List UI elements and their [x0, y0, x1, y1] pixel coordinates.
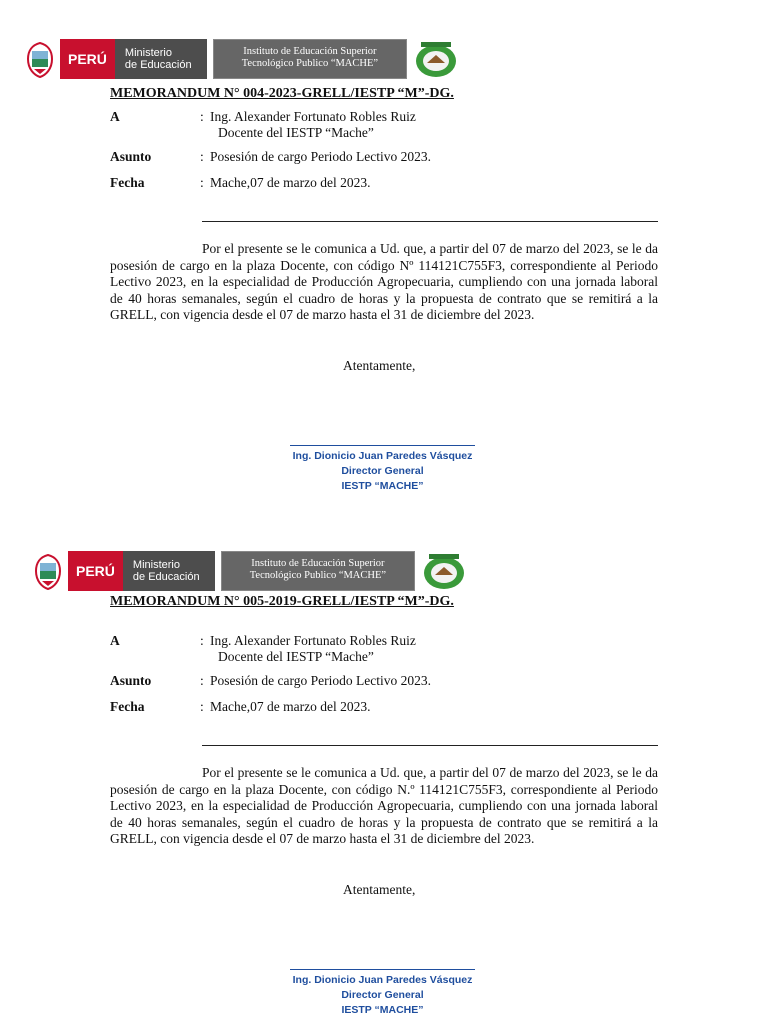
date-row: Fecha : Mache,07 de marzo del 2023. — [110, 175, 371, 190]
date-value: Mache,07 de marzo del 2023. — [210, 699, 371, 714]
memo-title: MEMORANDUM N° 004-2023-GRELL/IESTP “M”-DG. — [110, 86, 454, 101]
recipient-name: Ing. Alexander Fortunato Robles Ruiz — [210, 633, 416, 648]
recipient-position: Docente del IESTP “Mache” — [218, 125, 374, 140]
signer-role: Director General — [341, 465, 424, 477]
peru-label: PERÚ — [60, 39, 115, 79]
letterhead — [30, 550, 467, 592]
closing: Atentamente, — [343, 882, 416, 897]
letterhead — [22, 38, 459, 80]
signer-role: Director General — [341, 989, 424, 1001]
memo-title: MEMORANDUM N° 005-2019-GRELL/IESTP “M”-DG. — [110, 594, 454, 609]
signature-line — [290, 969, 475, 970]
peru-coat-of-arms-icon — [30, 551, 66, 591]
peru-label: PERÚ — [68, 551, 123, 591]
subject-row: Asunto : Posesión de cargo Periodo Lectivo 2023. — [110, 149, 431, 164]
recipient-name: Ing. Alexander Fortunato Robles Ruiz — [210, 109, 416, 124]
memorandum-1 — [0, 0, 768, 512]
date-row: Fecha : Mache,07 de marzo del 2023. — [110, 699, 371, 714]
signer-org: IESTP “MACHE” — [341, 1004, 424, 1016]
memo-body: Por el presente se le comunica a Ud. que, a partir del 07 de marzo del 2023, se le da posesión de cargo en la plaza Docente, con código N.º 114121C755F3, correspondiente al Periodo Lectivo 2023, en la especialidad de Producción Agropecuaria, cumpliendo con una jornada laboral de 40 horas semanales, según el cuadro de horas y la propuesta de contrato que se remitirá a la GRELL, con vigencia desde el 07 de marzo hasta el 31 de diciembre del 2023. — [110, 765, 658, 847]
closing: Atentamente, — [343, 358, 416, 373]
peru-coat-of-arms-icon — [22, 39, 58, 79]
signature-line — [290, 445, 475, 446]
ministry-label: Ministerio de Educación — [123, 551, 215, 591]
signer-name: Ing. Dionicio Juan Paredes Vásquez — [292, 974, 473, 986]
institute-seal-icon — [421, 551, 467, 591]
institute-seal-icon — [413, 39, 459, 79]
subject-value: Posesión de cargo Periodo Lectivo 2023. — [210, 673, 431, 688]
institute-label: Instituto de Educación Superior Tecnológico Publico “MACHE” — [221, 551, 415, 591]
divider — [202, 221, 658, 222]
signer-org: IESTP “MACHE” — [341, 480, 424, 492]
memo-body: Por el presente se le comunica a Ud. que, a partir del 07 de marzo del 2023, se le da posesión de cargo en la plaza Docente, con código Nº 114121C755F3, correspondiente al Periodo Lectivo 2023, en la especialidad de Producción Agropecuaria, cumpliendo con una jornada laboral de 40 horas semanales, según el cuadro de horas y la propuesta de contrato que se remitirá a la GRELL, con vigencia desde el 07 de marzo hasta el 31 de diciembre del 2023. — [110, 241, 658, 323]
ministry-label: Ministerio de Educación — [115, 39, 207, 79]
subject-row: Asunto : Posesión de cargo Periodo Lectivo 2023. — [110, 673, 431, 688]
institute-label: Instituto de Educación Superior Tecnológico Publico “MACHE” — [213, 39, 407, 79]
divider — [202, 745, 658, 746]
subject-value: Posesión de cargo Periodo Lectivo 2023. — [210, 149, 431, 164]
recipient-row: A : Ing. Alexander Fortunato Robles Ruiz Docente del IESTP “Mache” — [110, 633, 416, 664]
recipient-row: A : Ing. Alexander Fortunato Robles Ruiz Docente del IESTP “Mache” — [110, 109, 416, 140]
recipient-position: Docente del IESTP “Mache” — [218, 649, 374, 664]
memorandum-2 — [0, 524, 768, 1036]
signer-name: Ing. Dionicio Juan Paredes Vásquez — [292, 450, 473, 462]
date-value: Mache,07 de marzo del 2023. — [210, 175, 371, 190]
